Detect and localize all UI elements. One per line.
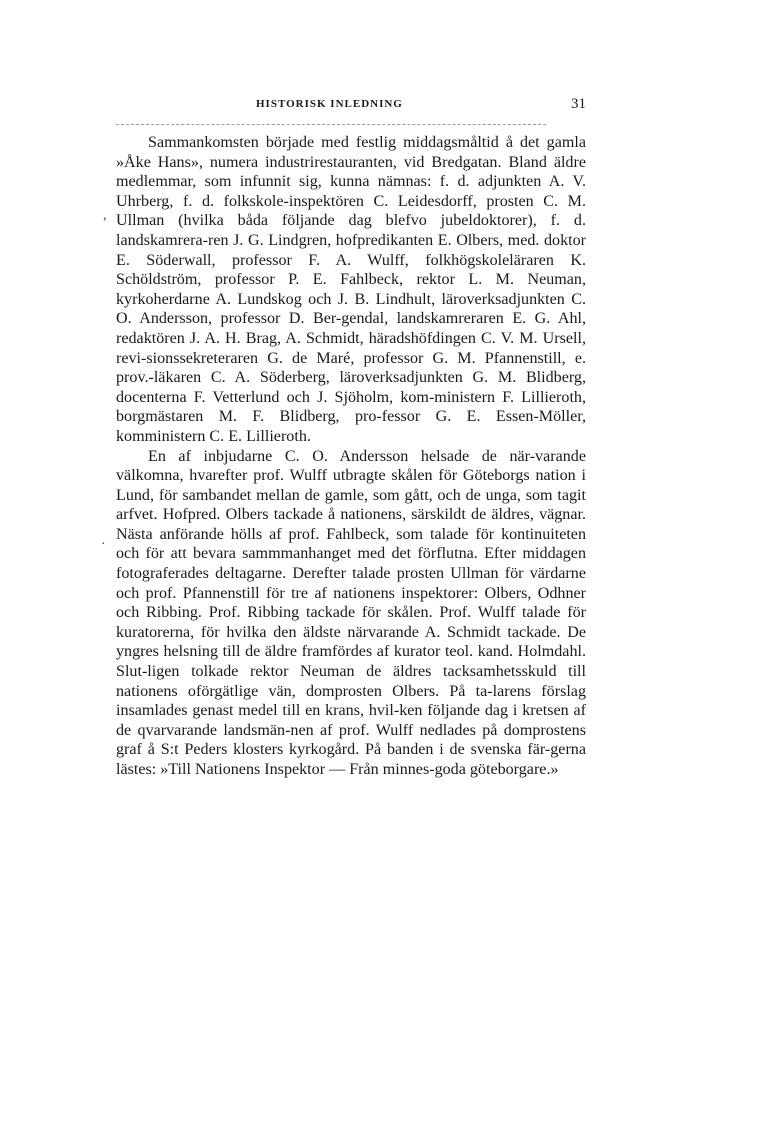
running-head: HISTORISK INLEDNING	[256, 98, 403, 110]
page-header	[116, 98, 586, 118]
margin-mark: ·	[101, 537, 106, 552]
paragraph: Sammankomsten började med festlig middagsmåltid å det gamla »Åke Hans», numera industrirestauranten, vid Bredgatan. Bland äldre medlemmar, som infunnit sig, kunna nämnas: f. d. adjunkten A. V. Uhrberg, f. d. folkskole-inspektören C. Leidesdorff, prosten C. M. Ullman (hvilka båda följande dag blefvo jubeldoktorer), f. d. landskamrera-ren J. G. Lindgren, hofpredikanten E. Olbers, med. doktor E. Söderwall, professor F. A. Wulff, folkhögskoleläraren K. Schöldström, professor P. E. Fahlbeck, rektor L. M. Neuman, kyrkoherdarne A. Lundskog och J. B. Lindhult, läroverksadjunkten C. O. Andersson, professor D. Ber-gendal, landskamreraren E. G. Ahl, redaktören J. A. H. Brag, A. Schmidt, häradshöfdingen C. V. M. Ursell, revi-sionssekreteraren G. de Maré, professor G. M. Pfannenstill, e. prov.-läkaren C. A. Söderberg, läroverksadjunkten G. M. Blidberg, docenterna F. Vetterlund och J. Sjöholm, kom-ministern F. Lillieroth, borgmästaren M. F. Blidberg, pro-fessor G. E. Essen-Möller, komministern C. E. Lillieroth.	[116, 134, 586, 445]
body-text	[116, 133, 586, 780]
page-number: 31	[571, 96, 586, 112]
header-divider	[116, 124, 546, 125]
margin-mark: ,	[103, 208, 107, 223]
paragraph: En af inbjudarne C. O. Andersson helsade de när-varande välkomna, hvarefter prof. Wulff utbragte skålen för Göteborgs nation i Lund, för sambandet mellan de gamle, som gått, och de unga, som tagit arfvet. Hofpred. Olbers tackade å nationens, särskildt de äldres, vägnar. Nästa anförande hölls af prof. Fahlbeck, som talade för kontinuiteten och för att bevara sammmanhanget med det förflutna. Efter middagen fotograferades deltagarne. Derefter talade prosten Ullman för värdarne och prof. Pfannenstill för tre af nationens inspektorer: Olbers, Odhner och Ribbing. Prof. Ribbing tackade för skålen. Prof. Wulff talade för kuratorerna, för hvilka den äldste närvarande A. Schmidt tackade. De yngres helsning till de äldre framfördes af kurator teol. kand. Holmdahl. Slut-ligen tolkade rektor Neuman de äldres tacksamhetsskuld till nationens oförgätlige vän, domprosten Olbers. På ta-larens förslag insamlades genast medel till en krans, hvil-ken följande dag i kretsen af de qvarvarande landsmän-nen af prof. Wulff nedlades på domprostens graf å S:t Peders klosters kyrkogård. På banden i de svenska fär-gerna lästes: »Till Nationens Inspektor — Från minnes-goda göteborgare.»	[116, 447, 586, 778]
